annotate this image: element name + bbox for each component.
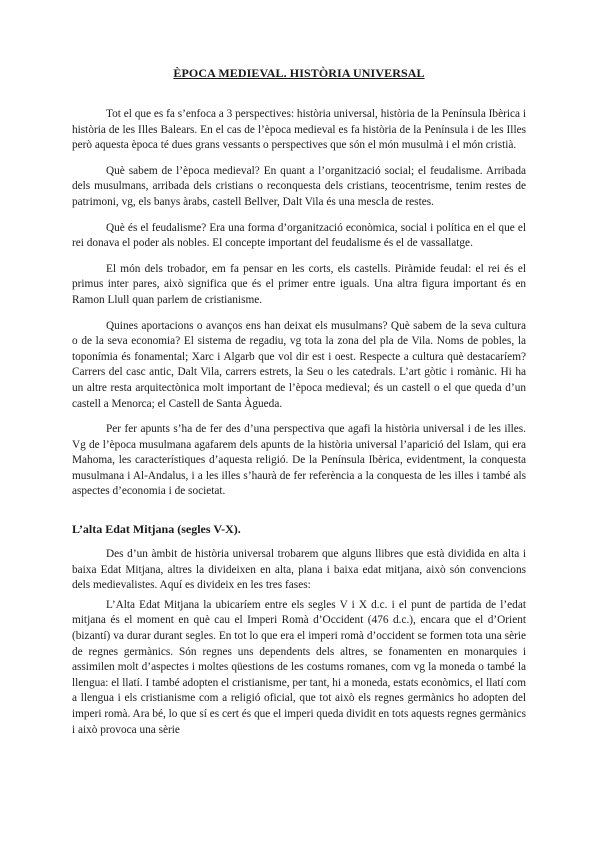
section-paragraph-2: L’Alta Edat Mitjana la ubicaríem entre els segles V i X d.c. i el punt de partida de l’edat mitjana és el moment en què cau el Imperi Romà d’Occident (476 d.c.), encara que el d’Orient (bizantí) va durar durant segles. En tot lo que era el imperi romà d’occident se formen tota una sèrie de regnes germànics. Són regnes uns dependents dels altres, se fonamenten en monarquies i assimilen molt d’aspectes i moltes qüestions de les costums romanes, com vg la moneda o també la llengua: el llatí. I també adopten el cristianisme, per tant, hi a moneda, estats econòmics, el llatí com a llengua i els cristianisme com a religió oficial, que tot això els regnes germànics ho adopten del imperi romà. Ara bé, lo que sí es cert és que el imperi queda dividit en tots aquests regnes germànics i això provoca una sèrie <box>72 598 526 736</box>
section-heading: L’alta Edat Mitjana (segles V-X). <box>72 522 241 537</box>
intro-paragraph-2: Què sabem de l’època medieval? En quant a l’organització social; el feudalisme. Arribada dels musulmans, arribada dels cristians o reconquesta dels cristians, teocentrisme, tenim restes de patrimoni, vg, els banys àrabs, castell Bellver, Dalt Vila és una mescla de restes. <box>72 164 526 208</box>
document-page <box>72 66 526 748</box>
intro-paragraph-6: Per fer apunts s’ha de fer des d’una perspectiva que agafi la història universal i de les illes. Vg de l’època musulmana agafarem dels apunts de la història universal l’aparició del Islam, qui era Mahoma, les característiques d’aquesta religió. De la Península Ibèrica, evidentment, la conquesta musulmana i Al-Andalus, i a les illes s’haurà de fer referència a la conquesta de les illes i també als aspectes d’economia i de societat. <box>72 423 526 498</box>
document-title: ÈPOCA MEDIEVAL. HISTÒRIA UNIVERSAL <box>173 66 425 80</box>
intro-paragraph-4: El món dels trobador, em fa pensar en les corts, els castells. Piràmide feudal: el rei és el primus inter pares, això significa que és el primer entre iguals. Una altra figura important és en Ramon Llull quan parlem de cristianisme. <box>72 262 526 306</box>
intro-paragraph-3: Què és el feudalisme? Era una forma d’organització econòmica, social i política en el que el rei donava el poder als nobles. El concepte important del feudalisme és el de vassallatge. <box>72 221 526 250</box>
intro-paragraph-5: Quines aportacions o avanços ens han deixat els musulmans? Què sabem de la seva cultura o de la seva economia? El sistema de regadiu, vg tota la zona del pla de Vila. Noms de pobles, la toponímia és fonamental; Xarc i Algarb que vol dir est i oest. Respecte a cultura què destacaríem? Carrers del casc antic, Dalt Vila, carrers estrets, la Seu o les catedrals. L’art gòtic i romànic. Hi ha un altre resta arquitectònica molt important de l’època medieval; és un castell o el que queda d’un castell a Menorca; el Castell de Santa Àgueda. <box>72 319 526 410</box>
intro-paragraph-1: Tot el que es fa s’enfoca a 3 perspectives: història universal, història de la Península Ibèrica i història de les Illes Balears. En el cas de l’època medieval es fa història de la Península i de les Illes però aquesta època té dues grans vessants o perspectives que són el món musulmà i el món cristià. <box>72 108 526 152</box>
section-paragraph-1: Des d’un àmbit de història universal trobarem que alguns llibres que està dividida en alta i baixa Edat Mitjana, altres la divideixen en alta, plana i baixa edat mitjana, això són convencions dels medievalistes. Aquí es divideix en les tres fases: <box>72 548 526 592</box>
